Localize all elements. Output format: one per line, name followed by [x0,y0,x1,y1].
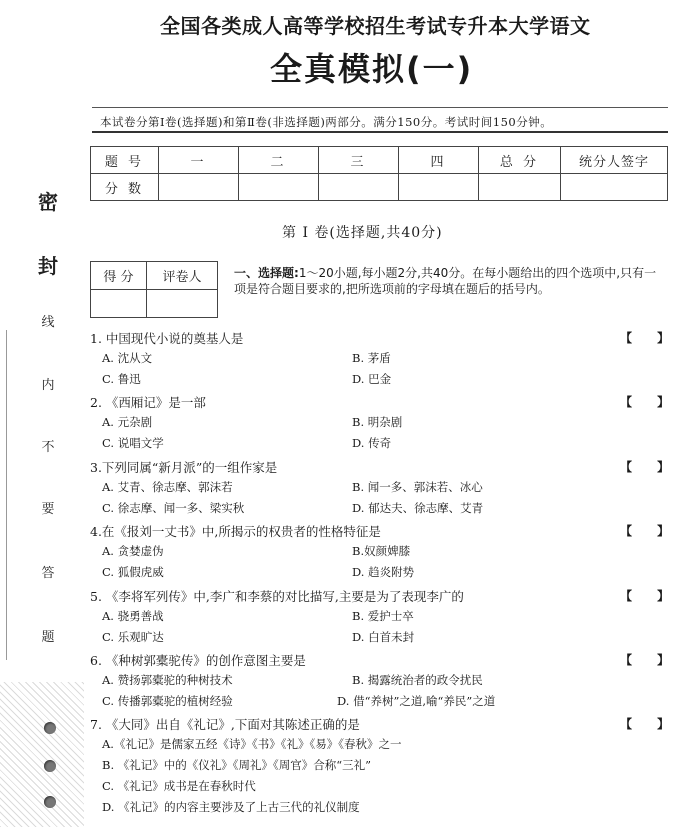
option: B. 揭露统治者的政令扰民 [352,673,483,687]
option: C. 鲁迅 [102,372,141,386]
binding-line [6,330,7,660]
score-table-header: 三 [319,147,399,174]
option: D. 趋炎附势 [352,565,415,579]
option: D. 《礼记》的内容主要涉及了上古三代的礼仪制度 [102,800,360,814]
grader-cell [147,290,218,318]
option: B. 茅盾 [352,351,391,365]
divider [92,107,668,108]
answer-bracket[interactable]: 【 】 [620,717,670,731]
option: D. 巴金 [352,372,392,386]
instructions: 本试卷分第Ⅰ卷(选择题)和第Ⅱ卷(非选择题)两部分。满分150分。考试时间150分钟。 [100,115,553,129]
answer-bracket[interactable]: 【 】 [620,331,670,345]
option: D. 郁达夫、徐志摩、艾青 [352,501,484,515]
option: A. 元杂剧 [102,415,153,429]
option: A. 艾青、徐志摩、郭沫若 [102,480,233,494]
answer-bracket[interactable]: 【 】 [620,395,670,409]
option: C. 传播郭橐驼的植树经验 [102,694,233,708]
score-cell [239,174,319,201]
score-table-header: 二 [239,147,319,174]
answer-bracket[interactable]: 【 】 [620,653,670,667]
option: B. 明杂剧 [352,415,403,429]
volume-title: 第 Ⅰ 卷(选择题,共40分) [282,225,443,241]
score-cell [479,174,561,201]
seal-char: 封 [38,254,58,278]
question-stem: 2. 《西厢记》是一部 [90,395,206,410]
grader-table [90,261,218,318]
option: D. 传奇 [352,436,392,450]
option: C. 徐志摩、闻一多、梁实秋 [102,501,245,515]
option: C. 《礼记》成书是在春秋时代 [102,779,256,793]
score-row-label: 分 数 [91,174,159,201]
binding-hole [44,796,56,808]
seal-char: 不 [41,440,55,455]
option: C. 说唱文学 [102,436,164,450]
score-table-header: 总 分 [479,147,561,174]
answer-bracket[interactable]: 【 】 [620,589,670,603]
grader-cell [91,290,147,318]
score-cell [399,174,479,201]
option: B. 《礼记》中的《仪礼》《周礼》《周官》合称“三礼” [102,758,372,772]
exam-subtitle: 全真模拟(一) [270,50,474,88]
score-table-header: 统分人签字 [561,147,668,174]
question-stem: 1. 中国现代小说的奠基人是 [90,331,244,346]
option: A.《礼记》是儒家五经《诗》《书》《礼》《易》《春秋》之一 [102,737,402,751]
score-table-header: 一 [159,147,239,174]
exam-title: 全国各类成人高等学校招生考试专升本大学语文 [160,14,591,38]
divider [92,131,668,133]
question-stem: 6. 《种树郭橐驼传》的创作意图主要是 [90,653,306,668]
seal-char: 要 [41,502,55,517]
score-cell [561,174,668,201]
seal-char: 答 [41,566,55,581]
seal-char: 线 [41,315,55,330]
option: A. 贪婪虚伪 [102,544,164,558]
question-stem: 7. 《大同》出自《礼记》,下面对其陈述正确的是 [90,717,360,732]
option: C. 乐观旷达 [102,630,164,644]
score-table [90,146,668,201]
seal-char: 密 [38,190,58,214]
section-instructions [234,265,666,297]
grader-label: 评卷人 [147,262,218,290]
answer-bracket[interactable]: 【 】 [620,460,670,474]
option: A. 沈从文 [102,351,153,365]
binding-hole [44,760,56,772]
score-table-header: 四 [399,147,479,174]
option: B. 闻一多、郭沫若、冰心 [352,480,483,494]
question-stem: 4.在《报刘一丈书》中,所揭示的权贵者的性格特征是 [90,524,381,539]
binding-hole [44,722,56,734]
seal-char: 题 [41,630,55,645]
score-cell [159,174,239,201]
option: D. 借“养树”之道,喻“养民”之道 [337,694,496,708]
option: C. 狐假虎威 [102,565,164,579]
option: D. 白首未封 [352,630,415,644]
grader-score-label: 得 分 [91,262,147,290]
option: A. 赞扬郭橐驼的种树技术 [102,673,233,687]
section-text: 1～20小题,每小题2分,共40分。在每小题给出的四个选项中,只有一项是符合题目要求的,把所选项前的字母填在题后的括号内。 [234,266,657,296]
option: B.奴颜婢膝 [352,544,411,558]
answer-bracket[interactable]: 【 】 [620,524,670,538]
score-table-header: 题 号 [91,147,159,174]
section-heading: 一、选择题: [234,266,299,280]
option: B. 爱护士卒 [352,609,414,623]
option: A. 骁勇善战 [102,609,164,623]
question-stem: 3.下列同属“新月派”的一组作家是 [90,460,278,475]
score-cell [319,174,399,201]
seal-char: 内 [41,378,55,393]
question-stem: 5. 《李将军列传》中,李广和李蔡的对比描写,主要是为了表现李广的 [90,589,464,604]
margin-hatch-pattern [0,682,84,827]
